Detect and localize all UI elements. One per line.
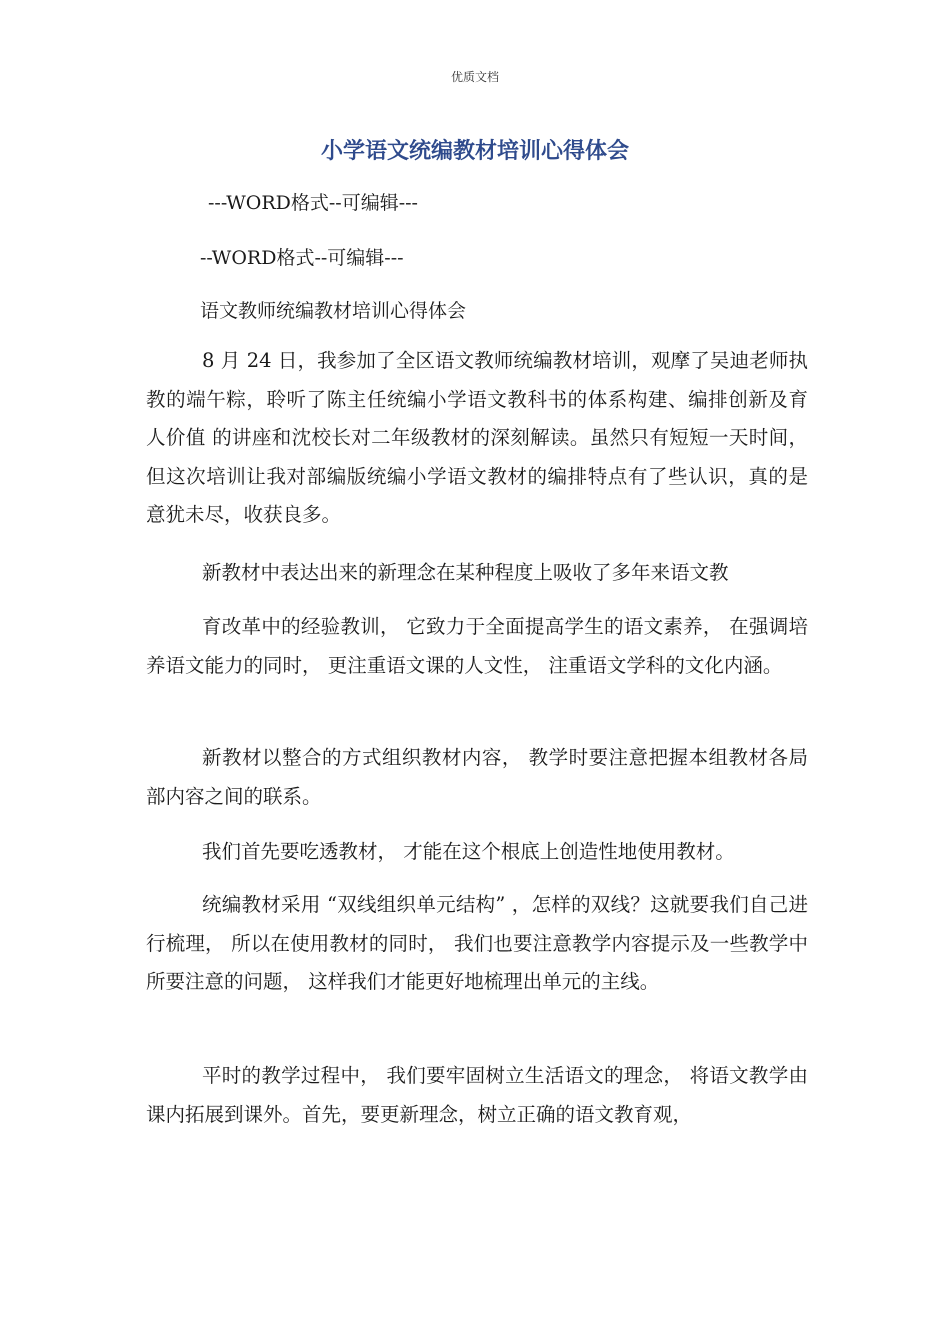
paragraph-4: 新教材以整合的方式组织教材内容， 教学时要注意把握本组教材各局部内容之间的联系。 <box>146 746 808 808</box>
format-line-1: ---WORD格式--可编辑--- <box>208 192 418 214</box>
document-title: 小学语文统编教材培训心得体会 <box>320 139 629 164</box>
paragraph-2: 新教材中表达出来的新理念在某种程度上吸收了多年来语文教 <box>202 561 729 584</box>
document-subtitle: 语文教师统编教材培训心得体会 <box>200 300 467 322</box>
format-line-2: --WORD格式--可编辑--- <box>200 247 404 269</box>
paragraph-7: 平时的教学过程中， 我们要牢固树立生活语文的理念， 将语文教学由课内拓展到课外。首先，要更新理念，树立正确的语文教育观， <box>146 1064 808 1126</box>
page-header: 优质文档 <box>450 70 499 84</box>
paragraph-3: 育改革中的经验教训， 它致力于全面提高学生的语文素养， 在强调培养语文能力的同时， 更注重语文课的人文性， 注重语文学科的文化内涵。 <box>146 615 808 677</box>
paragraph-1: 8 月 24 日，我参加了全区语文教师统编教材培训，观摩了吴迪老师执教的端午粽，聆听了陈主任统编小学语文教科书的体系构建、编排创新及育人价值 的讲座和沈校长对二年级教材的深刻解读。虽然只有短短一天时间， 但这次培训让我对部编版统编小学语文教材的编排特点有了些认识，真的是意犹未尽，收获良多。 <box>146 349 808 526</box>
paragraph-6: 统编教材采用 “双线组织单元结构” ，怎样的双线？这就要我们自己进行梳理， 所以在使用教材的同时， 我们也要注意教学内容提示及一些教学中所要注意的问题， 这样我们才能更好地梳理出单元的主线。 <box>146 893 808 993</box>
paragraph-5: 我们首先要吃透教材， 才能在这个根底上创造性地使用教材。 <box>202 840 735 863</box>
